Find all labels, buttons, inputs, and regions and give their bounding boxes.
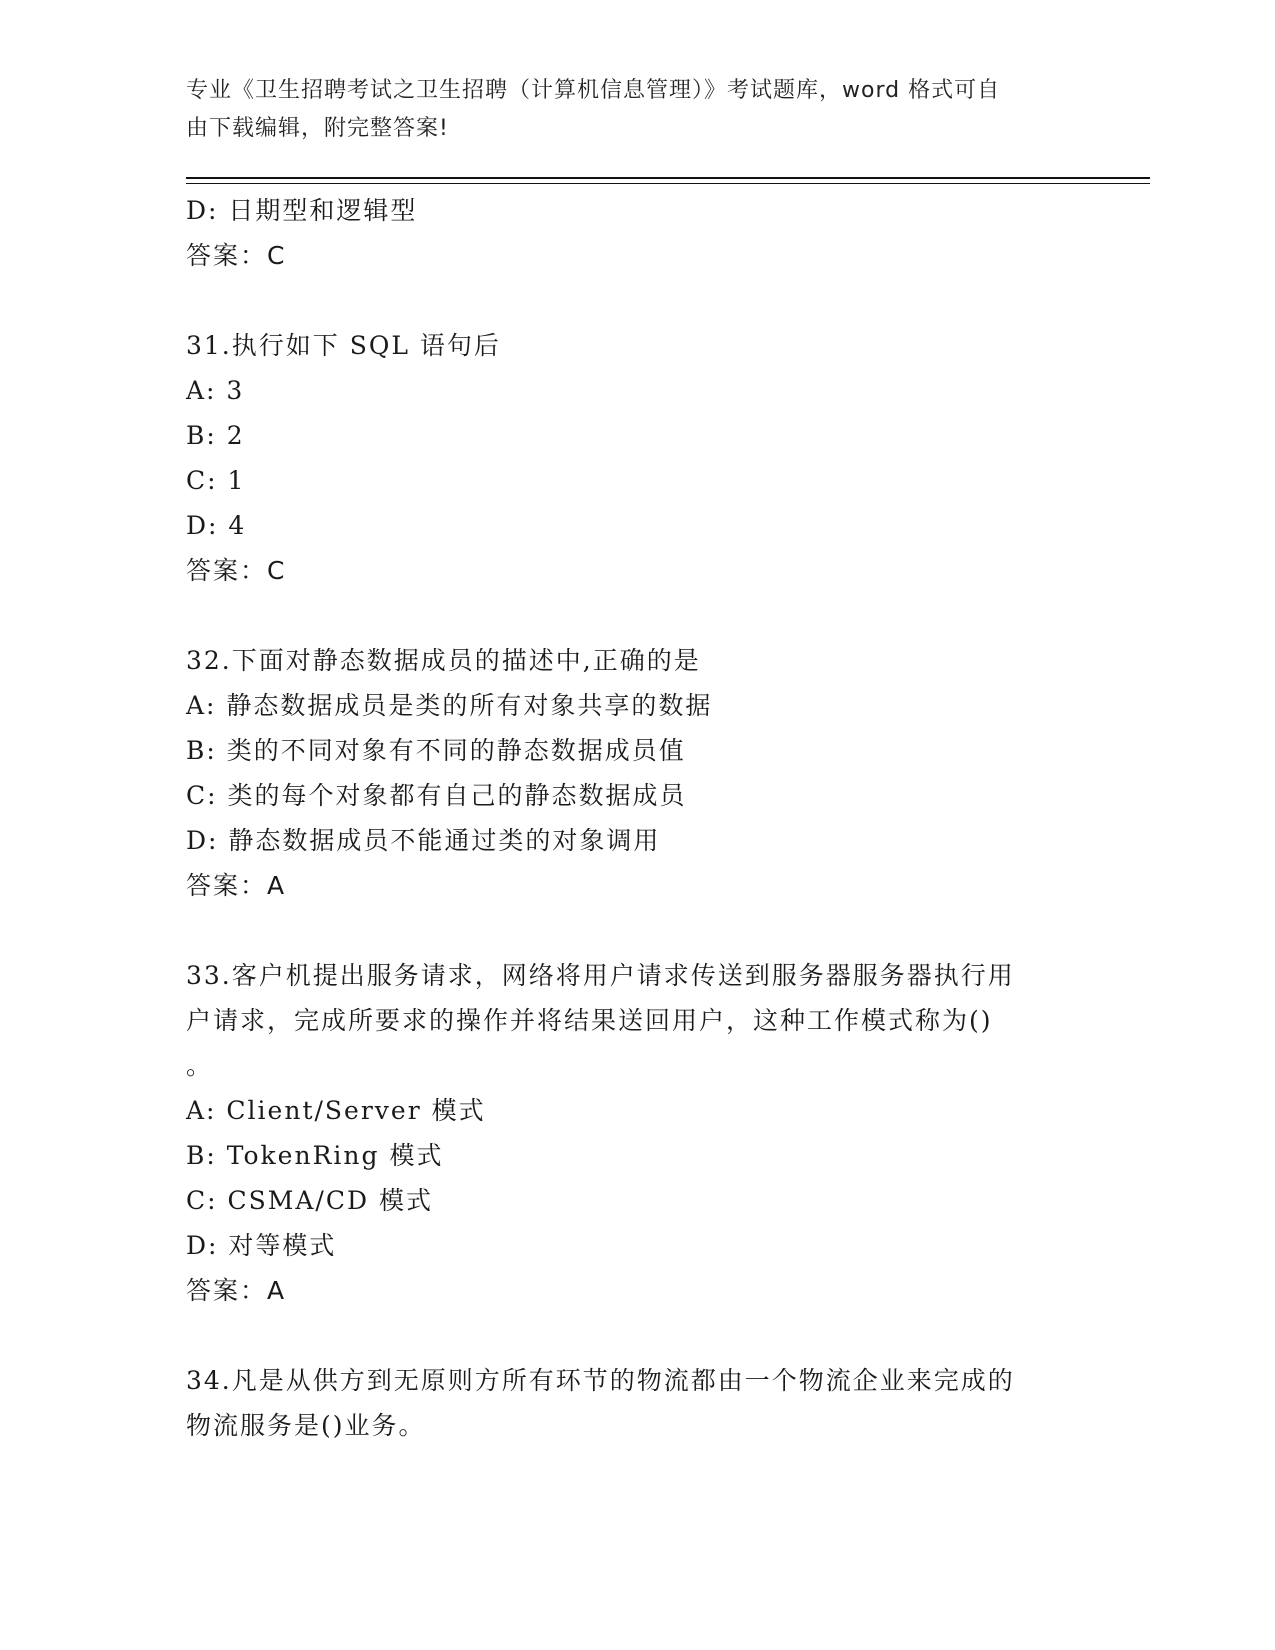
question-34-text-line-2: 物流服务是()业务。	[186, 1411, 426, 1440]
question-31-text: 31.执行如下 SQL 语句后	[186, 331, 501, 360]
question-33-text-line-2: 户请求，完成所要求的操作并将结果送回用户，这种工作模式称为()	[186, 1006, 993, 1035]
question-33-option-a: A: Client/Server 模式	[186, 1096, 486, 1125]
document-header	[186, 72, 1066, 148]
question-33-text-line-3: 。	[186, 1051, 214, 1080]
question-34-text-line-1: 34.凡是从供方到无原则方所有环节的物流都由一个物流企业来完成的	[186, 1366, 1015, 1395]
question-32-option-d: D: 静态数据成员不能通过类的对象调用	[186, 826, 661, 855]
question-32-option-a: A: 静态数据成员是类的所有对象共享的数据	[186, 691, 713, 720]
header-rule-thick	[186, 177, 1150, 179]
prev-option-d: D: 日期型和逻辑型	[186, 196, 418, 225]
header-rule-thin	[186, 183, 1150, 184]
question-31-option-b: B: 2	[186, 421, 245, 450]
spacer	[186, 1313, 1086, 1358]
question-33-option-c: C: CSMA/CD 模式	[186, 1186, 433, 1215]
question-32	[186, 638, 1086, 908]
question-33-option-b: B: TokenRing 模式	[186, 1141, 444, 1170]
spacer	[186, 908, 1086, 953]
question-33-option-d: D: 对等模式	[186, 1231, 337, 1260]
question-32-option-c: C: 类的每个对象都有自己的静态数据成员	[186, 781, 687, 810]
question-31-option-d: D: 4	[186, 511, 247, 540]
question-31-option-a: A: 3	[186, 376, 245, 405]
question-content	[186, 188, 1086, 1448]
question-32-option-b: B: 类的不同对象有不同的静态数据成员值	[186, 736, 686, 765]
question-33-text-line-1: 33.客户机提出服务请求，网络将用户请求传送到服务器服务器执行用	[186, 961, 1015, 990]
spacer	[186, 278, 1086, 323]
question-33-answer: 答案：A	[186, 1276, 287, 1305]
question-31-option-c: C: 1	[186, 466, 246, 495]
header-line-1: 专业《卫生招聘考试之卫生招聘（计算机信息管理）》考试题库，word 格式可自	[186, 78, 1001, 103]
question-31	[186, 323, 1086, 593]
question-31-answer: 答案：C	[186, 556, 287, 585]
spacer	[186, 593, 1086, 638]
question-32-text: 32.下面对静态数据成员的描述中,正确的是	[186, 646, 701, 675]
prev-answer: 答案：C	[186, 241, 287, 270]
question-34	[186, 1358, 1086, 1448]
question-32-answer: 答案：A	[186, 871, 287, 900]
question-33	[186, 953, 1086, 1313]
header-line-2: 由下载编辑，附完整答案!	[186, 116, 449, 141]
